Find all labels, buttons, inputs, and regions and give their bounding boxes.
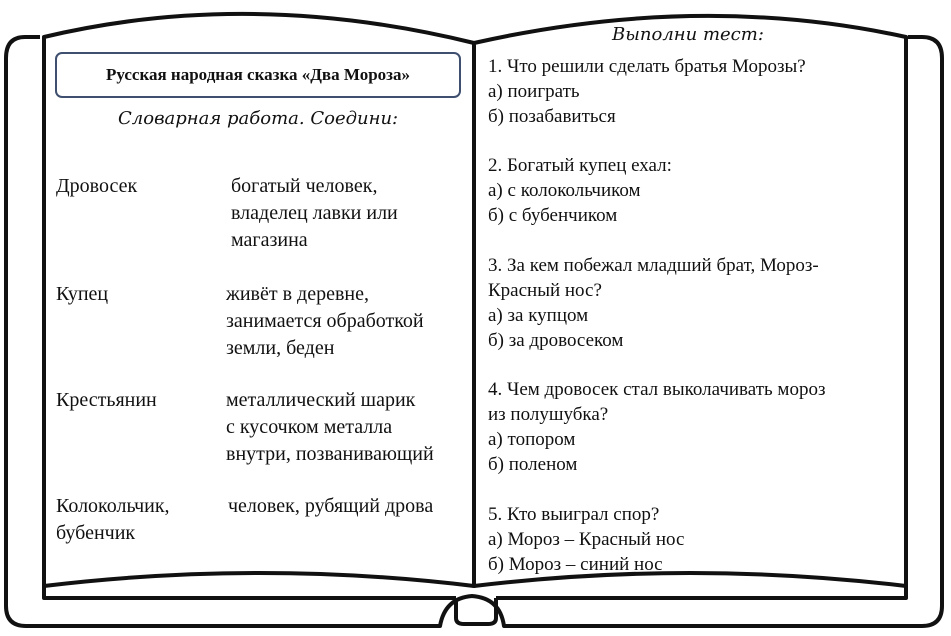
question-block-5 [488,502,883,577]
option-2a: а) с колокольчиком [488,180,641,201]
question-block-2 [488,153,883,228]
story-title: Русская народная сказка «Два Мороза» [55,52,461,98]
question-block-4 [488,377,883,477]
option-1b: б) позабавиться [488,106,616,127]
test-heading: Выполни тест: [612,24,764,45]
vocabulary-heading: Словарная работа. Соедини: [118,108,399,129]
option-5b: б) Мороз – синий нос [488,554,663,575]
option-3b: б) за дровосеком [488,330,624,351]
option-2b: б) с бубенчиком [488,205,618,226]
option-4a: а) топором [488,429,576,450]
term-kupets: Купец [56,283,109,305]
option-5a: а) Мороз – Красный нос [488,529,685,550]
term-drovosek: Дровосек [56,175,138,197]
definition-2: живёт в деревне, занимается обработкой земли, беден [226,283,424,359]
question-5: 5. Кто выиграл спор? [488,504,660,525]
definition-3: металлический шарик с кусочком металла внутри, позванивающий [226,389,434,465]
term-kolokolchik: Колокольчик, бубенчик [56,495,170,544]
option-3a: а) за купцом [488,305,589,326]
question-block-1 [488,54,883,129]
term-krestyanin: Крестьянин [56,389,157,411]
question-4: 4. Чем дровосек стал выколачивать мороз из полушубка? [488,379,826,425]
question-3: 3. За кем побежал младший брат, Мороз- Красный нос? [488,255,819,301]
question-block-3 [488,253,883,353]
definition-4: человек, рубящий дрова [228,495,434,517]
question-2: 2. Богатый купец ехал: [488,155,672,176]
question-1: 1. Что решили сделать братья Морозы? [488,56,806,77]
option-4b: б) поленом [488,454,578,475]
definition-1: богатый человек, владелец лавки или магазина [231,175,398,251]
option-1a: а) поиграть [488,81,580,102]
